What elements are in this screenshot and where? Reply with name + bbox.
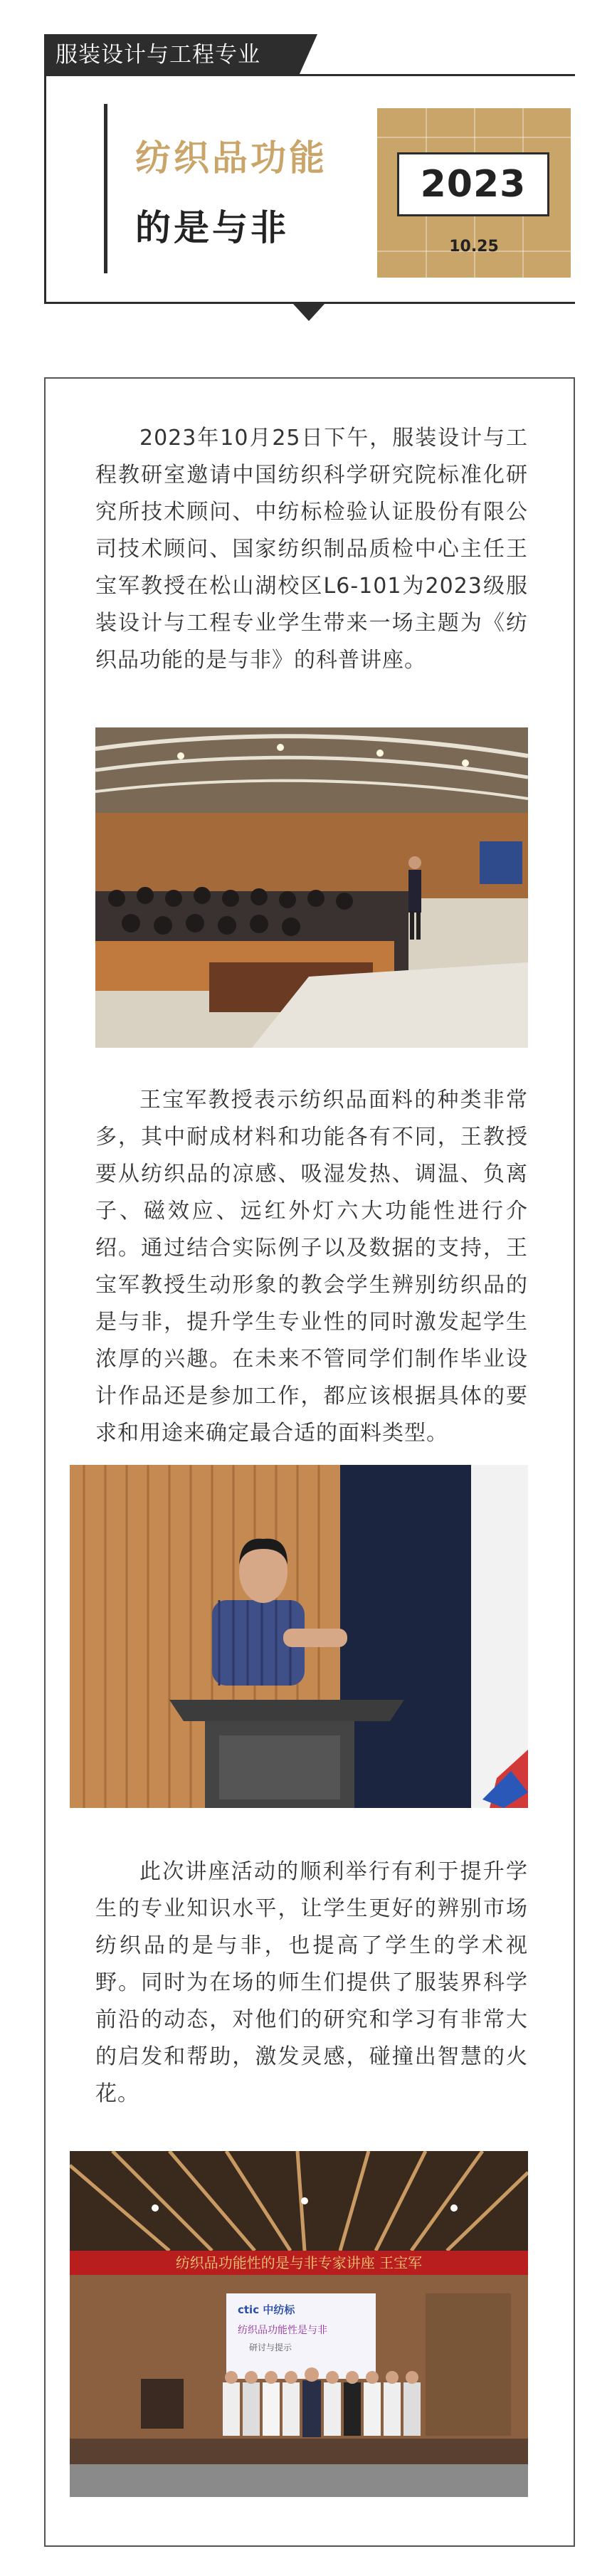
paragraph-content: 王宝军教授表示纺织品面料的种类非常多，其中耐成材料和功能各有不同，王教授要从纺织品的凉感、吸湿发热、调温、负离子、磁效应、远红外灯六大功能性进行介绍。通过结合实际例子以及数据的支持，王宝军教授生动形象的教会学生辨别纺织品的是与非，提升学生专业性的同时激发起学生浓厚的兴趣。在未来不管同学们制作毕业设计作品还是参加工作，都应该根据具体的要求和用途来确定最合适的面料类型。 — [95, 1088, 528, 1446]
screen-logo: ctic 中纺标 — [238, 2303, 295, 2316]
title-line-2: 的是与非 — [135, 207, 289, 248]
lecture-hall-photo — [95, 727, 528, 1048]
date-badge — [377, 108, 571, 278]
banner-text: 纺织品功能性的是与非专家讲座 王宝军 — [175, 2254, 423, 2271]
department-tag: 服装设计与工程专业 — [44, 34, 299, 75]
title-line-1: 纺织品功能 — [135, 137, 327, 179]
title-accent-bar — [104, 104, 107, 273]
screen-title: 纺织品功能性是与非 — [238, 2325, 327, 2336]
paragraph-closing: 此次讲座活动的顺利举行有利于提升学生的专业知识水平，让学生更好的辨别市场纺织品的是与非，也提高了学生的学术视野。同时为在场的师生们提供了服装界科学前沿的动态，对他们的研究和学习有非常大的启发和帮助，激发灵感，碰撞出智慧的火花。 — [95, 1859, 528, 2106]
screen-subtitle: 研讨与提示 — [249, 2343, 292, 2352]
paragraph-intro: 2023年10月25日下午，服装设计与工程教研室邀请中国纺织科学研究院标准化研究所技术顾问、中纺标检验认证股份有限公司技术顾问、国家纺织制品质检中心主任王宝军教授在松山湖校区L6-101为2023级服装设计与工程专业学生带来一场主题为《纺织品功能的是与非》的科普讲座。 — [95, 426, 528, 673]
date-label: 10.25 — [449, 238, 499, 256]
professor-photo — [70, 1465, 528, 1808]
year-label: 2023 — [397, 152, 549, 216]
header-left-rule — [44, 74, 46, 302]
header-top-rule — [44, 74, 575, 76]
arrow-down-icon — [293, 304, 325, 321]
group-photo — [70, 2151, 528, 2497]
